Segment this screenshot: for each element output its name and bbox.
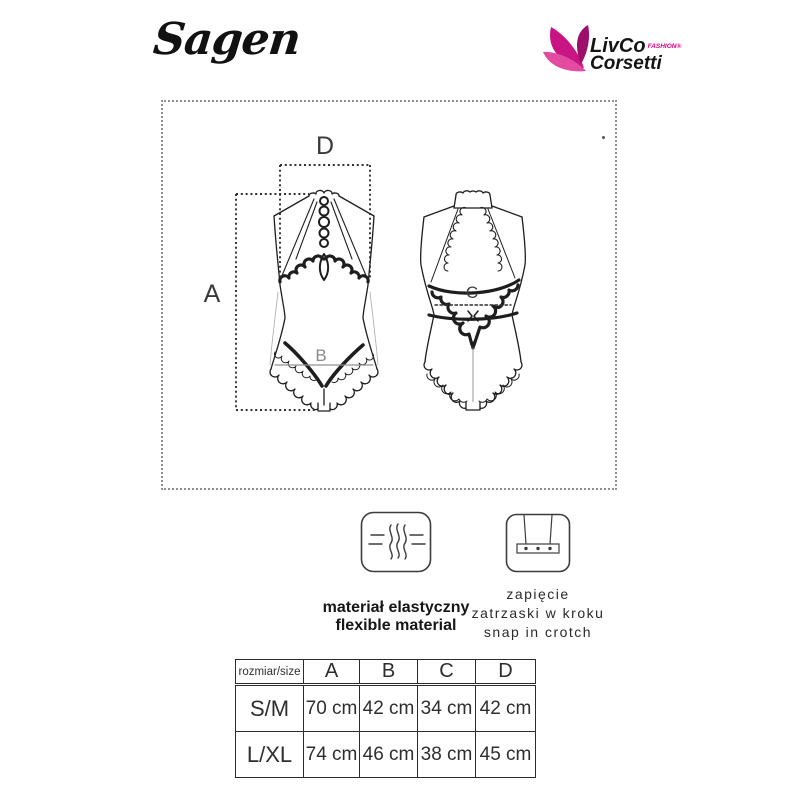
brand-name-top: LivCo $^{FASHION®}$ (590, 35, 682, 57)
caption-line: zatrzaski w kroku (471, 605, 605, 621)
value-cell: 38 cm (418, 732, 476, 778)
brand-fashion-tag: FASHION® (647, 43, 682, 50)
table-header-cell: rozmiar/size (236, 660, 304, 684)
value-cell: 34 cm (418, 686, 476, 732)
measure-label-a: A (203, 280, 221, 308)
snap-crotch-icon (505, 513, 571, 573)
table-header-cell: C (418, 660, 476, 684)
elastic-material-icon (360, 511, 432, 573)
bodysuit-front-drawing (270, 190, 378, 411)
garment-diagram (163, 102, 615, 488)
measure-label-b: B (315, 346, 327, 365)
caption-line: snap in crotch (483, 624, 593, 640)
size-cell: S/M (236, 686, 304, 732)
diagram-frame (161, 100, 617, 490)
value-cell: 70 cm (304, 686, 360, 732)
value-cell: 42 cm (360, 686, 418, 732)
table-row (236, 686, 536, 732)
brand-logo (540, 22, 680, 80)
table-header-cell: B (360, 660, 418, 684)
value-cell: 46 cm (360, 732, 418, 778)
caption-line: flexible material (335, 617, 457, 634)
value-cell: 42 cm (476, 686, 536, 732)
size-table-header (235, 659, 536, 684)
size-table-body (235, 685, 536, 778)
table-header-cell: D (476, 660, 536, 684)
product-title: Sagen (151, 14, 303, 65)
measure-label-d: D (315, 132, 335, 160)
caption-line: materiał elastyczny (322, 599, 470, 616)
value-cell: 74 cm (304, 732, 360, 778)
brand-swirl-icon (540, 22, 592, 78)
size-cell: L/XL (236, 732, 304, 778)
value-cell: 45 cm (476, 732, 536, 778)
table-row (236, 732, 536, 778)
snap-crotch-caption (452, 585, 624, 642)
brand-name-bottom: Corsetti (590, 53, 662, 74)
measure-label-c: C (465, 283, 479, 302)
caption-line: zapięcie (506, 586, 570, 602)
table-header-cell: A (304, 660, 360, 684)
